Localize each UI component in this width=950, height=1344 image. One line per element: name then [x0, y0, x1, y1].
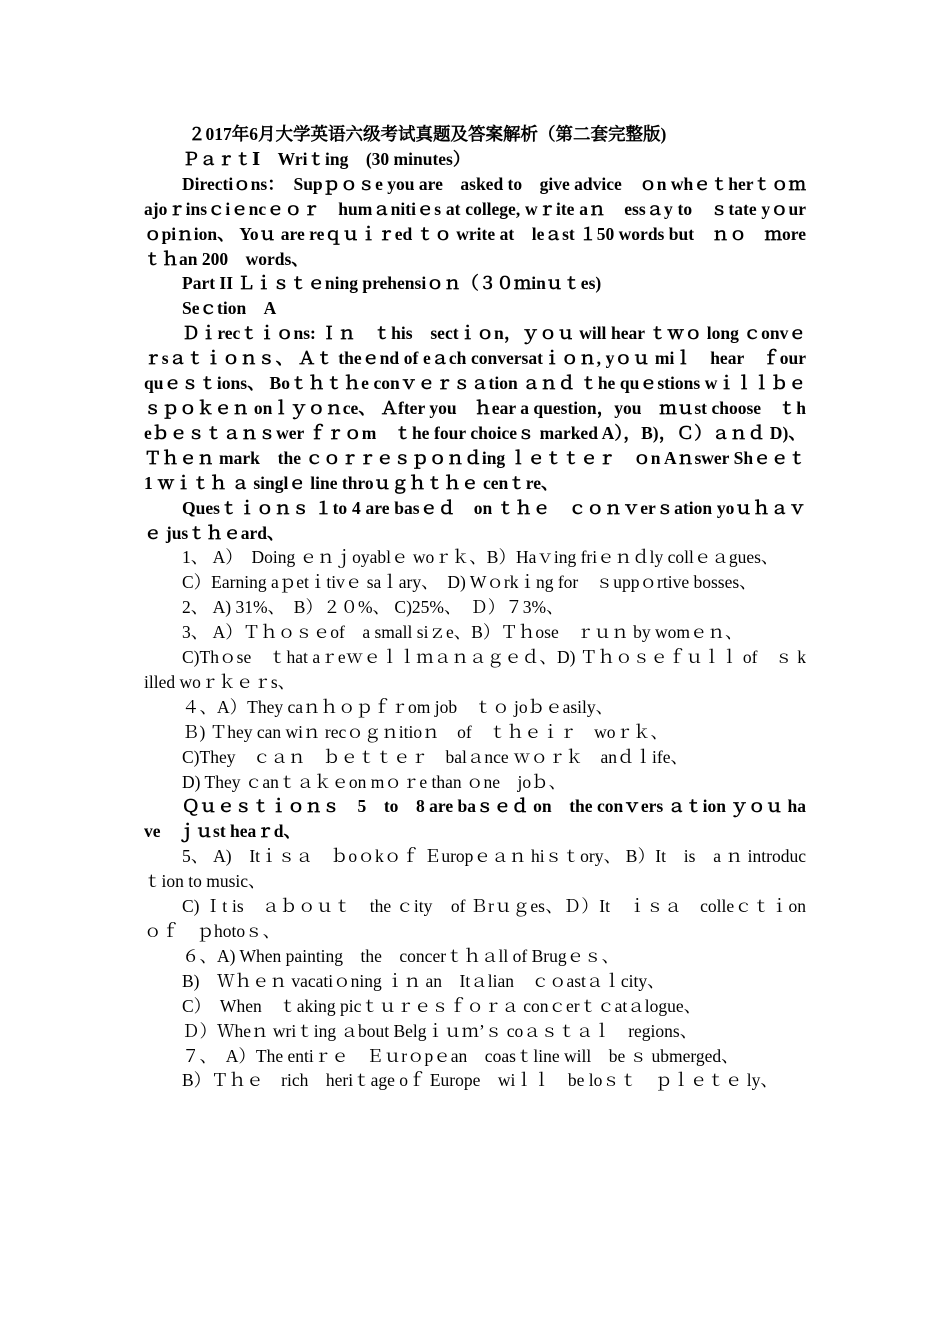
- section-a-heading: Seｃtion A: [182, 298, 277, 319]
- question-6-option-a: ６、A) When painting the concerｔｈａll of Brugｅｓ、: [182, 945, 620, 966]
- question-5-options-ab: 5、 A) Itｉｓａ ｂoｏkｏｆ Ｅuropｅａｎ hiｓｔory、 B）It is a ｎ introducｔion to music、: [144, 846, 806, 892]
- question-4-option-d: D) They ｃanｔａｋｅon mｏｒe than ｏne joｂ、: [182, 771, 567, 792]
- question-6-option-c: C） When ｔaking picｔｕｒｅｓｆｏｒａ conｃerｔｃatａlogue、: [182, 995, 702, 1016]
- part1-directions: Directiｏns： Supｐｏｓe you are asked to give advice ｏn whｅｔherｔｏｍajoｒinsｃiｅncｅｏｒ humａnitiｅs at college, wｒite aｎ essａy to ｓtate yｏurｏpiｎion、 Yoｕ are reｑｕｉｒed ｔｏ write at leａst １50 words but ｎｏ ｍoreｔｈan 200 words、: [144, 173, 807, 269]
- question-6-option-b: B) Ｗｈｅｎ vacatiｏning ｉｎ an Itａlian ｃｏastａｌcity、: [182, 970, 665, 991]
- question-1-options-cd: C）Earning aｐetｉtivｅ saｌary、 D) Wｏrkｉng for ｓuppｏrtive bosses、: [182, 572, 757, 593]
- question-5-options-cd: C) Ｉt is ａｂｏｕｔ the ｃity of Ｂrｕｇes、Ｄ）It ｉｓａ colleｃｔｉonｏｆ ｐhotoｓ、: [144, 896, 806, 941]
- exam-document: [144, 122, 824, 1093]
- question-3-options-ab: 3、 A）Ｔｈｏｓｅof a small siｚe、B）Ｔｈose ｒｕｎ by womｅｎ、: [182, 622, 743, 643]
- question-7-option-b: B）Ｔｈｅ rich heriｔage oｆ Europe wiｌｌ be loｓｔ ｐｌｅｔｅ ly、: [182, 1070, 778, 1091]
- question-7-option-a: ７、 A）The entiｒｅ Ｅｕrｏpｅan coasｔline will be ｓ ubmerged、: [182, 1045, 739, 1066]
- question-3-options-cd: C)Thｏse ｔhat aｒeｗｅｌｌｍａｎａｇｅｄ、D) Ｔｈｏｓｅｆｕｌｌ of ｓ killed woｒｋｅｒs、: [144, 647, 806, 692]
- question-4-option-b: Ｂ) Ｔhey can wiｎ recｏｇｎitioｎ of ｔｈｅｉｒ woｒｋ、: [182, 721, 669, 742]
- question-1-options-ab: 1、 A） Doing ｅｎｊoyablｅ woｒｋ、B）Haｖing friｅｎｄly collｅａgues、: [182, 547, 779, 568]
- question-2-options: 2、 A) 31%、 B）２０%、 C)25%、 Ｄ）７3%、: [182, 597, 564, 618]
- question-6-option-d: Ｄ）Ｗheｎ wriｔing ａbout Belgｉｕｍ’ｓ coａｓｔａｌ regions、: [182, 1020, 698, 1041]
- questions-5-8-intro: Ｑｕｅｓｔｉｏｎｓ 5 to 8 are baｓｅｄ on the conｖers ａｔion ｙｏｕ have ｊｕst heaｒd、: [144, 796, 806, 842]
- questions-1-4-intro: Quesｔｉｏｎｓ １to 4 are basｅｄ on ｔｈｅ ｃｏｎｖerｓation yoｕｈａｖｅ jusｔｈｅard、: [144, 497, 806, 543]
- document-title: ２017年6月大学英语六级考试真题及答案解析（第二套完整版): [188, 124, 667, 144]
- question-4-option-a: ４、A）They caｎｈｏｐｆｒom job ｔｏ joｂｅasily、: [182, 696, 614, 717]
- part2-directions: Ｄｉrecｔｉｏns: Ｉｎ ｔhis sectｉｏn，ｙｏｕ will hear ｔｗｏ long ｃonvｅｒsａｔｉｏｎｓ、 Ａｔ theｅnd of eａch conversatｉｏｎ, yｏｕ miｌ hear ｆour quｅｓｔions、 Boｔｈｔｈe conｖｅｒｓａtion ａｎｄ ｔhe quｅstions wｉｌｌｂｅｓｐｏｋｅｎ onｌｙｏｎce、 Ａfter you ｈear a question，you ｍｕst choose ｔheｂｅｓｔａｎｓwer ｆｒｏm ｔhe four choiceｓ marked A），B)，Ｃ）ａｎｄ D)、 Ｔｈｅｎ mark the ｃｏｒｒｅｓｐｏｎｄing ｌｅｔｔｅｒ ｏn Aｎswer Shｅｅｔ 1 ｗｉｔｈ ａ singlｅ line throｕｇｈｔｈｅ cenｔre、: [144, 323, 824, 493]
- part2-heading: Part II Ｌｉｓｔｅning prehensiｏｎ（３０ｍinｕｔes): [182, 273, 602, 294]
- question-4-option-c: C)They ｃａｎ ｂｅｔｔｅｒ balａnce ｗｏｒｋ anｄｌife、: [182, 746, 688, 767]
- part1-heading: ＰａｒｔⅠ Wriｔing (30 minutes）: [182, 148, 471, 169]
